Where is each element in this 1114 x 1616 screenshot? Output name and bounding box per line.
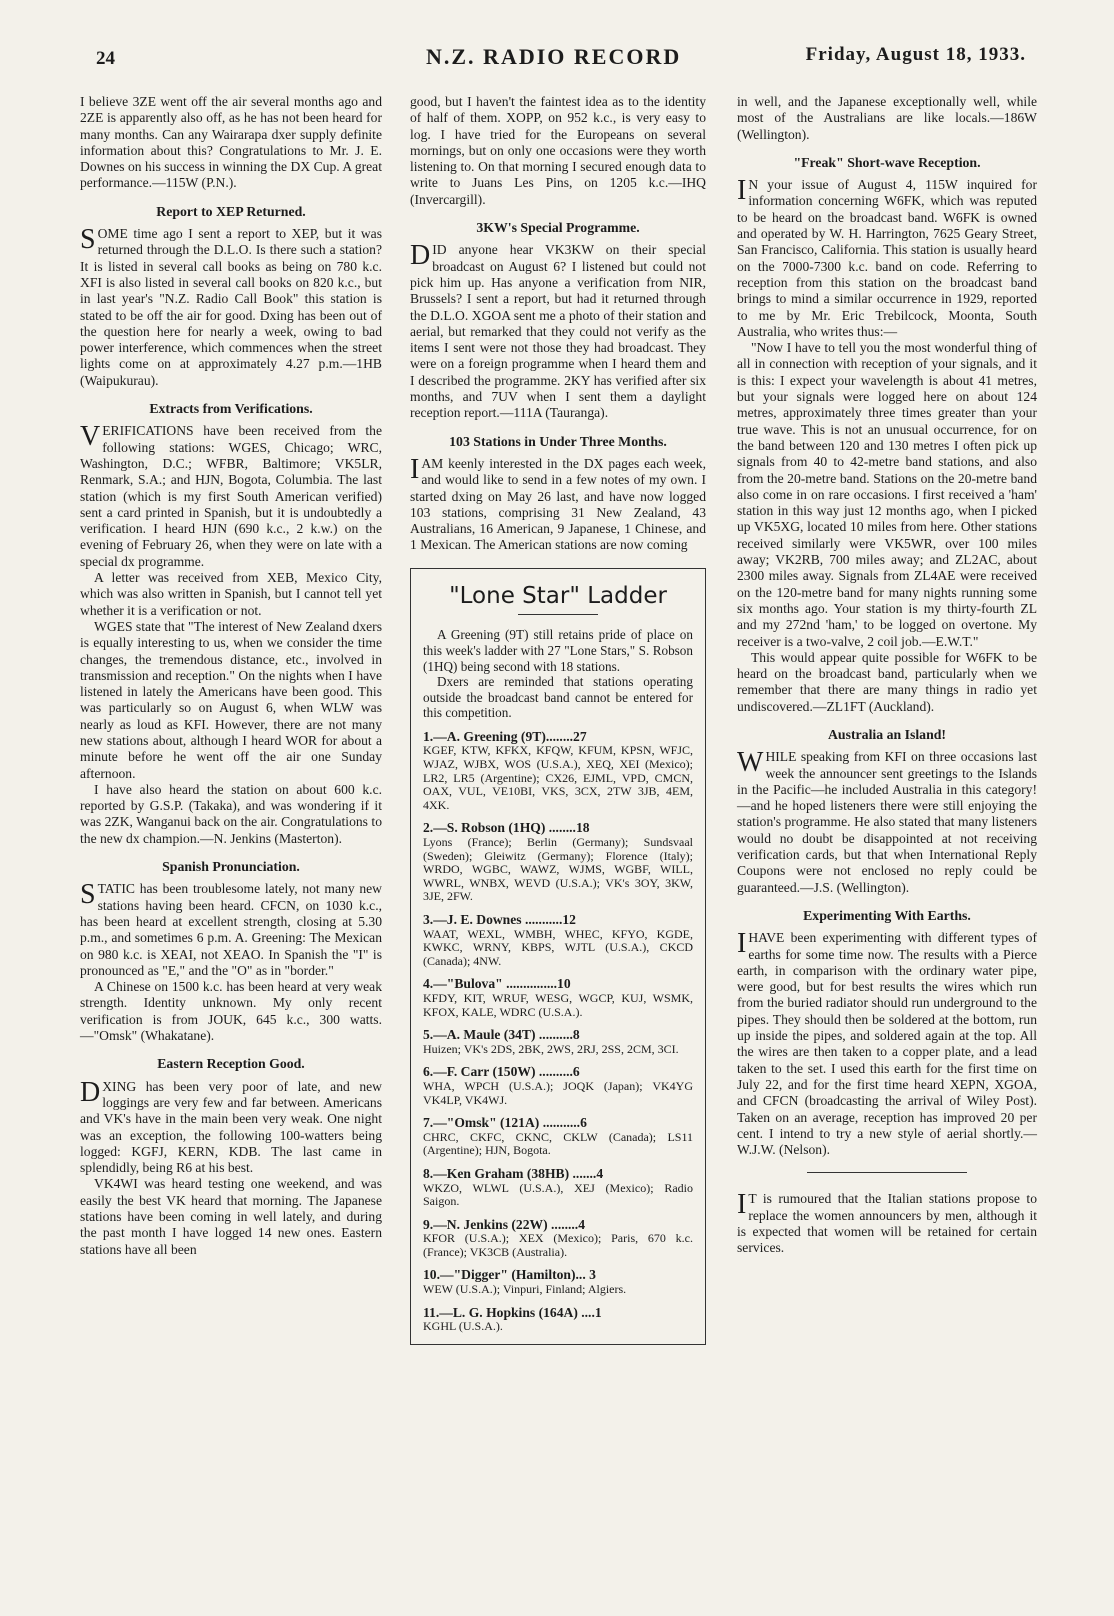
ladder-entry-stations: Huizen; VK's 2DS, 2BK, 2WS, 2RJ, 2SS, 2CM, 3CI. bbox=[423, 1041, 679, 1056]
ladder-entry-stations: WKZO, WLWL (U.S.A.), XEJ (Mexico); Radio Saigon. bbox=[423, 1180, 693, 1209]
ladder-entry bbox=[423, 729, 693, 813]
section-heading: Spanish Pronunciation. bbox=[162, 859, 300, 875]
column-3 bbox=[737, 94, 1037, 1257]
paragraph: VK4WI was heard testing one weekend, and was easily the best VK heard that morning. The Japanese stations have been coming in well lately, and during the past month I have logged 14 new ones. Eastern stations have all been bbox=[80, 1176, 382, 1257]
section-heading: 103 Stations in Under Three Months. bbox=[449, 433, 667, 449]
ladder-entry bbox=[423, 1115, 693, 1158]
paragraph: Dxers are reminded that stations operating outside the broadcast band cannot be entered for this competition. bbox=[423, 674, 693, 721]
divider bbox=[807, 1172, 967, 1173]
paragraph: "Now I have to tell you the most wonderful thing of all in connection with reception of your signals, and it is this: I expect your wavelength is about 41 metres, but your signals were logged here on about 124 metres, approximately three times greater than your true wave. This is not an unusual occurrence, for on the band between 120 and 130 metres I often pick up signals from 40 to 42-metre band stations, and also from the 20-metre band. Stations on the 20-metre band also come in on rare occasions. I first received a 'ham' station in this way just 12 months ago, when I picked up VK5XG, located 10 miles from here. Other stations received similarly were VK5WR, over 100 miles away; VK2RB, 700 miles away; and ZL2AC, about 2300 miles away. Signals from ZL4AE were received on the 120-metre band for many nights running some six months ago. Your station is my thirty-fourth ZL and my 272nd 'ham,' to be logged on overtone. My receiver is a two-valve, 2 coil job.—E.W.T." bbox=[737, 340, 1037, 649]
paragraph: I have also heard the station on about 600 k.c. reported by G.S.P. (Takaka), and was wondering if it was 2ZK, Wanganui back on the air. Congratulations to the new dx champion.—N. Jenkins (Masterton). bbox=[80, 781, 382, 846]
paragraph: SOME time ago I sent a report to XEP, but it was returned through the D.L.O. Is there such a station? It is listed in several call books as being on 780 k.c. XFI is also listed in several call books on 820 k.c., but in last year's "N.Z. Radio Call Book" this station is stated to be off the air for good. Dxing has been out of the question here for nearly a week, owing to bad power interference, which commences when the street lights come on at approximately 4.27 p.m.—1HB (Waipukurau). bbox=[80, 224, 382, 388]
ladder-entry bbox=[423, 820, 693, 904]
paragraph: STATIC has been troublesome lately, not many new stations having been heard. CFCN, on 1030 k.c., has been heard at excellent strength, closing at 5.30 p.m., and sometimes 6 p.m. A. Greening: The Mexican on 980 k.c. is XEAI, not XEAO. In Spanish the "I" is pronounced as "E," and the "O" as in "border." bbox=[80, 879, 382, 978]
publication-title: N.Z. RADIO RECORD bbox=[426, 44, 682, 69]
ladder-entry bbox=[423, 1064, 693, 1107]
paragraph: IAM keenly interested in the DX pages each week, and would like to send in a few notes of my own. I started dxing on May 26 last, and have now logged 103 stations, comprising 31 New Zealand, 43 Australians, 16 American, 9 Japanese, 1 Chinese, and 1 Mexican. The American stations are now coming bbox=[410, 453, 706, 553]
section-heading: Eastern Reception Good. bbox=[157, 1056, 305, 1072]
ladder-entry-head: 1.—A. Greening (9T)........27 bbox=[423, 728, 587, 744]
ladder-entry-stations: KFOR (U.S.A.); XEX (Mexico); Paris, 670 k.c. (France); VK3CB (Australia). bbox=[423, 1231, 693, 1259]
ladder-entries bbox=[423, 729, 693, 1334]
ladder-entry-head: 6.—F. Carr (150W) ..........6 bbox=[423, 1064, 580, 1080]
ladder-entry bbox=[423, 912, 693, 968]
ladder-entry-stations: KFDY, KIT, WRUF, WESG, WGCP, KUJ, WSMK, KFOX, KALE, WDRC (U.S.A.). bbox=[423, 990, 693, 1019]
paragraph: A Greening (9T) still retains pride of place on this week's ladder with 27 "Lone Stars," S. Robson (1HQ) being second with 18 stations. bbox=[423, 627, 693, 674]
ladder-entry-head: 9.—N. Jenkins (22W) ........4 bbox=[423, 1216, 586, 1232]
ladder-entry-head: 8.—Ken Graham (38HB) .......4 bbox=[423, 1165, 604, 1181]
paragraph: IHAVE been experimenting with different types of earths for some time now. The results with a Pierce earth, in comparison with the ordinary water pipe, were good, but for best results the wires which run from the buried radiator should run underground to the pipes. They should then be soldered at the bottom, run up inside the pipes, and soldered again at the top. All the wires are then taken to a copper plate, and a lead taken to the set. I used this earth for the first time on July 22, and for the first time heard XEPN, XGOA, and CFCN (broadcasting the arrival of Wiley Post). Taken on an average, reception has improved 20 per cent. I intend to try a new style of aerial shortly.—W.J.W. (Nelson). bbox=[737, 928, 1037, 1158]
paragraph: VERIFICATIONS have been received from the following stations: WGES, Chicago; WRC, Washington, D.C.; WFBR, Baltimore; VK5LR, Renmark, S.A.; and HJN, Bogota, Columbia. The last station (which is my first South American verified) sent a card printed in Spanish, but it is undoubtedly a verification. I heard HJN (690 k.c., 2 k.w.) on the evening of February 26, when they were on late with a special dx programme. bbox=[80, 421, 382, 569]
column-2 bbox=[410, 94, 706, 1345]
ladder-entry bbox=[423, 1166, 693, 1209]
paragraph: IN your issue of August 4, 115W inquired for information concerning W6FK, which was reputed to be heard on the broadcast band. W6FK is owned and operated by W. H. Harrington, 7625 Geary Street, San Francisco, California. This station is usually heard on the 7000-7300 k.c. band on code. Referring to reception from this station on the broadcast band brings to mind a similar occurrence in 1929, reported to me by Mr. Eric Trebilcock, Moonta, South Australia, who writes thus:— bbox=[737, 175, 1037, 339]
ladder-entry-head: 3.—J. E. Downes ...........12 bbox=[423, 912, 576, 927]
ladder-entry bbox=[423, 1217, 693, 1260]
paragraph: DXING has been very poor of late, and new loggings are very few and far between. Americans and VK's have in the main been very weak. One night was an exception, the following 100-watters being logged: KGFJ, KERN, KDB. The last came in splendidly, being R6 at his best. bbox=[80, 1076, 382, 1176]
paragraph: WGES state that "The interest of New Zealand dxers is equally interesting to us, when we consider the time changes, the tremendous distance, etc., involved in transmission and reception." On the nights when I have listened in lately the Americans have been good. This was particularly so on August 6, when WLW was nearly as loud as KFI. However, there are not many new stations about, although I heard WOR for about a minute before he went off the air one Sunday afternoon. bbox=[80, 618, 382, 781]
ladder-entry-stations: CHRC, CKFC, CKNC, CKLW (Canada); LS11 (Argentine); HJN, Bogota. bbox=[423, 1129, 693, 1158]
ladder-entry bbox=[423, 1027, 693, 1056]
ladder-title: "Lone Star" Ladder bbox=[449, 582, 667, 609]
ladder-entry bbox=[423, 976, 693, 1019]
section-heading: Experimenting With Earths. bbox=[803, 907, 971, 923]
paragraph: in well, and the Japanese exceptionally well, while most of the Australians are like locals.—186W (Wellington). bbox=[737, 94, 1037, 142]
divider bbox=[518, 614, 598, 615]
paragraph: A letter was received from XEB, Mexico City, which was also written in Spanish, but I cannot tell yet whether it is a verification or not. bbox=[80, 570, 382, 618]
ladder-entry bbox=[423, 1267, 693, 1296]
ladder-entry-head: 4.—"Bulova" ...............10 bbox=[423, 976, 571, 992]
ladder-entry-head: 7.—"Omsk" (121A) ...........6 bbox=[423, 1115, 587, 1131]
ladder-entry-head: 2.—S. Robson (1HQ) ........18 bbox=[423, 820, 590, 836]
paragraph: This would appear quite possible for W6FK to be heard on the broadcast band, particularly when we remember that there are many things in radio yet undiscovered.—ZL1FT (Auckland). bbox=[737, 649, 1037, 714]
intro-paragraph: I believe 3ZE went off the air several months ago and 2ZE is apparently also off, as he has not been heard for many months. Can any Wairarapa dxer supply definite information about this? Congratulations to Mr. J. E. Downes on his success in winning the DX Cup. A great performance.—115W (P.N.). bbox=[80, 94, 382, 191]
section-heading: Report to XEP Returned. bbox=[156, 203, 306, 219]
page-number: 24 bbox=[96, 48, 115, 69]
section-heading: Australia an Island! bbox=[827, 726, 947, 742]
section-heading: Extracts from Verifications. bbox=[149, 401, 313, 417]
paragraph: WHILE speaking from KFI on three occasions last week the announcer sent greetings to the Islands in the Pacific—he included Australia in this category!—and he hoped listeners there were still enjoying the station's programme. He also stated that many listeners would no doubt be disappointed at not receiving verification cards, but that when International Reply Coupons were not enclosed no reply could be guaranteed.—J.S. (Wellington). bbox=[737, 747, 1037, 895]
ladder-entry-stations: WAAT, WEXL, WMBH, WHEC, KFYO, KGDE, KWKC, WRNY, KBPS, WJTL (U.S.A.), CKCD (Canada); 4NW. bbox=[423, 926, 693, 968]
paragraph: good, but I haven't the faintest idea as to the identity of half of them. XOPP, on 952 k.c., is very easy to log. I have tried for the Europeans on several mornings, but on only one occasions were they worth listening to. On that morning I secured enough data to write to Juans Les Pins, on 1205 k.c.—IHQ (Invercargill). bbox=[410, 94, 706, 207]
ladder-entry-stations: WEW (U.S.A.); Vinpuri, Finland; Algiers. bbox=[423, 1282, 627, 1297]
section-heading: 3KW's Special Programme. bbox=[476, 220, 640, 236]
paragraph: IT is rumoured that the Italian stations propose to replace the women announcers by men, although it is expected that women will be retained for certain services. bbox=[737, 1189, 1037, 1256]
ladder-entry-stations: KGEF, KTW, KFKX, KFQW, KFUM, KPSN, WFJC, WJAZ, WJBX, WOS (U.S.A.), XEQ, XEI (Mexico); LR2, LR5 (Argentine); CX26, EJML, VPD, CMCN, OAX, VUL, VE10BI, VKS, 3CX, 2TW 3JB, 4EM, 4XK. bbox=[423, 743, 693, 812]
ladder-entry bbox=[423, 1305, 693, 1334]
ladder-entry-stations: KGHL (U.S.A.). bbox=[423, 1319, 503, 1334]
paragraph: A Chinese on 1500 k.c. has been heard at very weak strength. Identity unknown. My only recent verification is from JOUK, 645 k.c., 300 watts.—"Omsk" (Whakatane). bbox=[80, 979, 382, 1044]
paragraph: DID anyone hear VK3KW on their special broadcast on August 6? I listened but could not pick him up. Has anyone a verification from NIR, Brussels? I sent a report, but had it returned through the D.L.O. XGOA sent me a photo of their station and aerial, but remarked that they could not verify as the items I sent were not those they had broadcast. They were on a foreign programme when I heard them and I described the programme. 2KY has verified after six months, and 7UV when I sent them a daylight reception report.—111A (Tauranga). bbox=[410, 240, 706, 421]
ladder-entry-head: 10.—"Digger" (Hamilton)... 3 bbox=[423, 1267, 596, 1283]
ladder-entry-stations: WHA, WPCH (U.S.A.); JOQK (Japan); VK4YG VK4LP, VK4WJ. bbox=[423, 1078, 693, 1107]
lone-star-ladder-box bbox=[410, 568, 706, 1345]
section-heading: "Freak" Short-wave Reception. bbox=[793, 154, 981, 170]
ladder-entry-stations: Lyons (France); Berlin (Germany); Sundsvaal (Sweden); Gleiwitz (Germany); Florence (Italy); WRDO, WGBC, WAWZ, WJMS, WGBF, WILL, WWRL, WNBX, WEVD (U.S.A.); VK's 3OY, 3KW, 3JE, 2FW. bbox=[423, 835, 693, 904]
column-1 bbox=[80, 94, 382, 1258]
ladder-entry-head: 11.—L. G. Hopkins (164A) ....1 bbox=[423, 1304, 602, 1320]
ladder-entry-head: 5.—A. Maule (34T) ..........8 bbox=[423, 1027, 580, 1043]
page-header bbox=[96, 40, 1036, 72]
issue-date: Friday, August 18, 1933. bbox=[805, 44, 1026, 65]
